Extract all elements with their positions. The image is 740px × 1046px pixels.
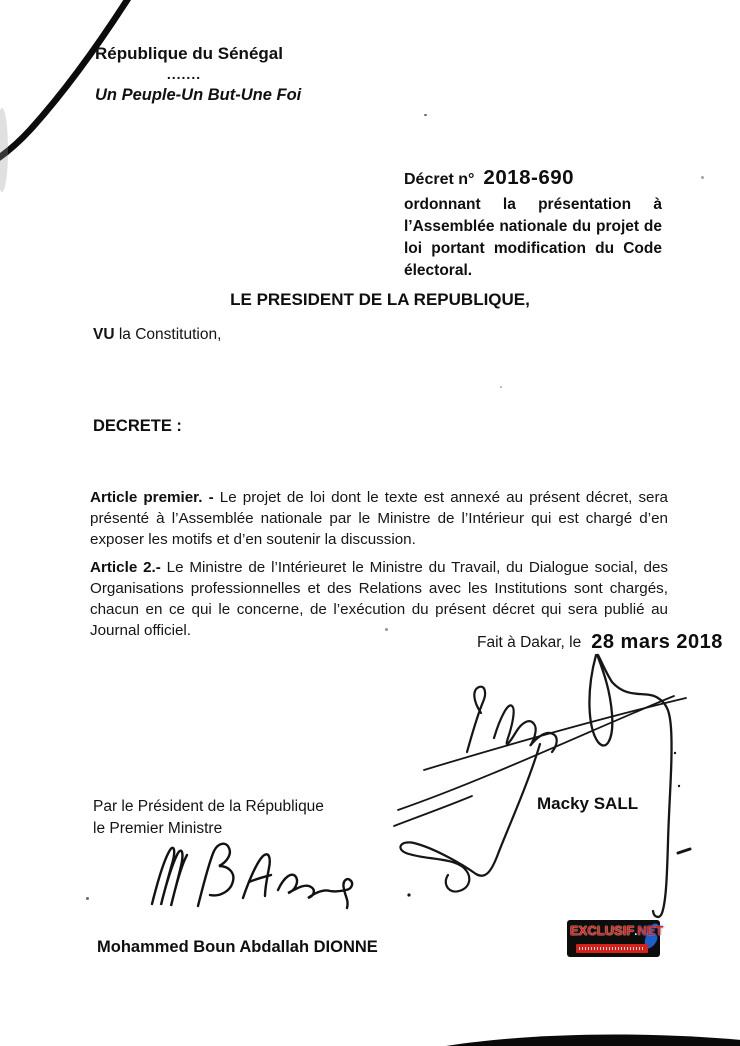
president-name: Macky SALL <box>537 794 639 813</box>
pm-name: Mohammed Boun Abdallah DIONNE <box>97 938 378 956</box>
watermark-brand-dot: . <box>634 926 638 938</box>
article-2 <box>90 557 668 641</box>
decree-number-line <box>404 166 662 190</box>
bottom-scan-shadow <box>446 1034 740 1046</box>
watermark-brand-suffix: NET <box>637 923 664 938</box>
decree-subject: ordonnant la présentation à l’Assemblée nationale du projet de loi portant modification du Code électoral. <box>404 196 662 279</box>
watermark-brand-main: EXCLUSIF <box>570 923 635 938</box>
country-title: République du Sénégal <box>95 44 283 63</box>
decree-number: 2018-690 <box>483 166 575 189</box>
scan-speck <box>86 897 89 900</box>
place-date-label: Fait à Dakar, le <box>477 634 582 651</box>
place-date-line <box>477 630 723 653</box>
countersign-block <box>93 796 324 840</box>
scan-speck <box>424 114 427 116</box>
article-2-text: Le Ministre de l’Intérieuret le Ministre du Travail, du Dialogue social, des Organisations professionnelles et des Relations avec les Institutions sont chargés, chacun en ce qui le concerne, de l’exécution du présent décret qui sera publié au Journal officiel. <box>90 559 669 640</box>
decree-label: Décret n° <box>404 171 475 188</box>
scan-speck <box>500 386 502 388</box>
article-1 <box>90 487 668 550</box>
article-1-text: Le projet de loi dont le texte est annexé au présent décret, sera présenté à l’Assemblée nationale par le Ministre de l’Intérieur qui est chargé d’en exposer les motifs et d’en soutenir la discussion. <box>90 489 668 549</box>
president-heading: LE PRESIDENT DE LA REPUBLIQUE, <box>230 290 530 309</box>
separator-dots: ....... <box>166 66 202 82</box>
countersign-line-2: le Premier Ministre <box>93 820 223 837</box>
countersign-line-1: Par le Président de la République <box>93 798 324 815</box>
vu-text: la Constitution, <box>114 326 222 343</box>
exclusifnet-watermark <box>567 920 664 957</box>
decree-date: 28 mars 2018 <box>591 631 723 653</box>
national-motto: Un Peuple-Un But-Une Foi <box>95 86 302 104</box>
vu-line <box>93 326 221 344</box>
article-1-label: Article premier. - <box>90 489 214 507</box>
watermark-brand <box>570 923 663 938</box>
pm-signature <box>140 838 355 923</box>
watermark-tagline-strip <box>576 944 648 953</box>
article-2-label: Article 2.- <box>90 559 161 577</box>
letterhead <box>95 44 302 105</box>
scan-speck <box>701 176 704 179</box>
decrete-heading: DECRETE : <box>93 417 182 435</box>
vu-label: VU <box>93 326 115 343</box>
decree-headline <box>404 166 662 282</box>
